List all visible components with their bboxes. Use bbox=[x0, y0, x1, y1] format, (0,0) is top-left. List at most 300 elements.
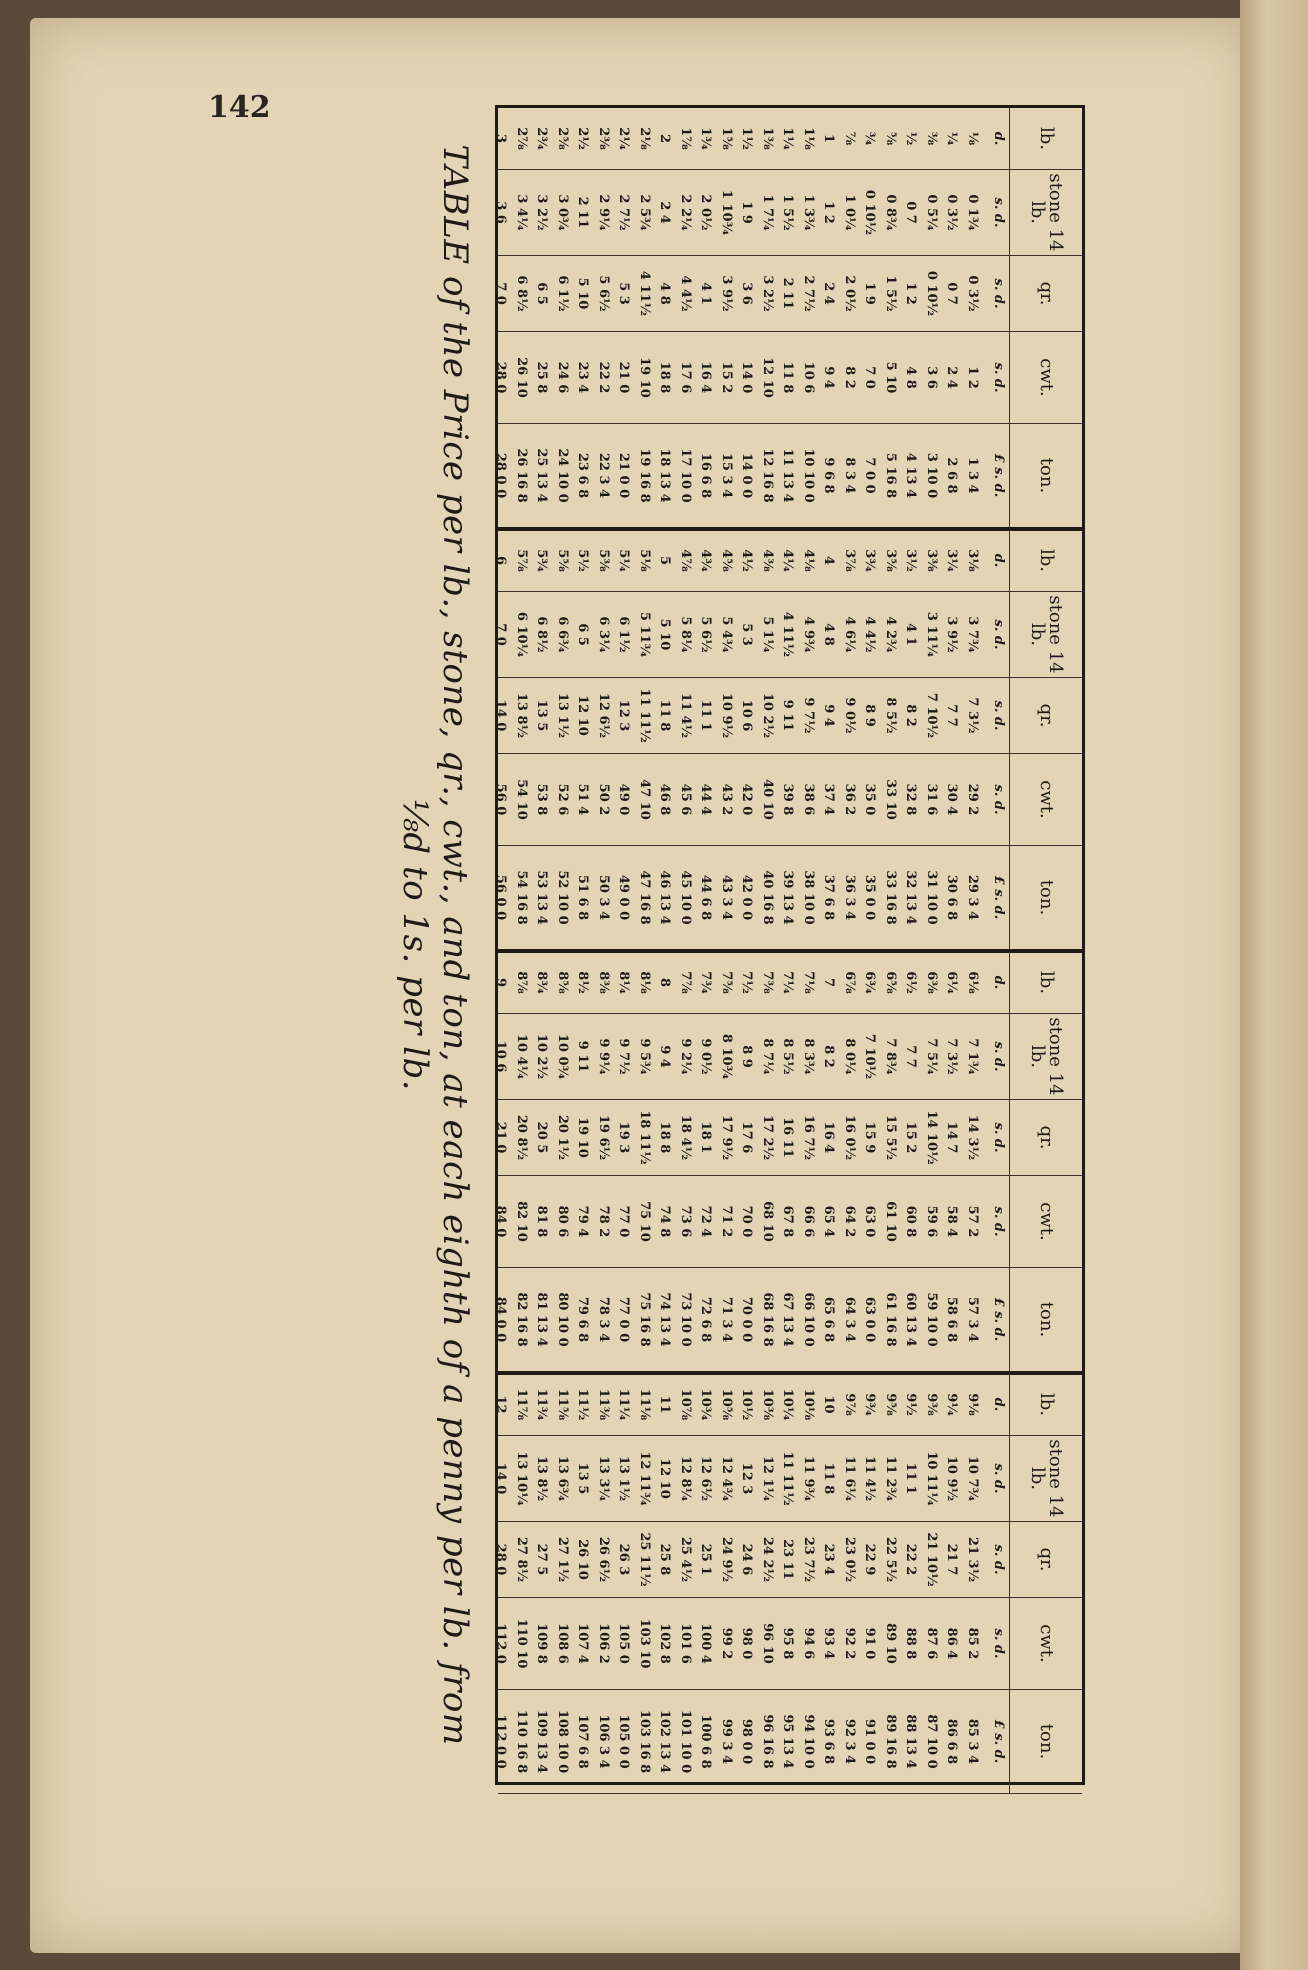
table-cell: 1 2 bbox=[903, 282, 919, 305]
column-cells bbox=[490, 754, 982, 845]
table-cell: 1 3¾ bbox=[801, 194, 816, 231]
table-cell: 107 6 8 bbox=[575, 1714, 591, 1769]
column-cells bbox=[490, 530, 982, 591]
column-cells bbox=[490, 1598, 982, 1689]
table-cell: 0 7 bbox=[944, 282, 960, 305]
table-cell: 11 bbox=[657, 1395, 673, 1414]
table-cell: 30 4 bbox=[944, 783, 960, 816]
table-cell: 98 0 0 bbox=[739, 1718, 755, 1765]
column-units: £ s. d. bbox=[991, 1719, 1006, 1764]
table-cell: 7 3½ bbox=[944, 1038, 960, 1075]
table-cell: 18 1 bbox=[698, 1121, 714, 1154]
table-cell: 2 bbox=[657, 133, 673, 144]
table-cell: 47 16 8 bbox=[637, 870, 652, 925]
column-header: cwt. bbox=[1009, 1598, 1082, 1689]
table-cell: 107 4 bbox=[575, 1623, 591, 1664]
table-cell: 12 bbox=[493, 1395, 509, 1414]
table-cell: 10 4¼ bbox=[514, 1033, 529, 1080]
table-cell: 3¼ bbox=[944, 549, 960, 572]
column-units: s. d. bbox=[991, 784, 1006, 815]
column-cells bbox=[490, 1268, 982, 1371]
table-cell: 81 13 4 bbox=[534, 1292, 550, 1347]
table-cell: 7⅜ bbox=[760, 971, 775, 994]
table-cell: 72 6 8 bbox=[698, 1296, 714, 1343]
table-cell: 21 0 bbox=[616, 361, 632, 394]
column-units: d. bbox=[991, 553, 1006, 568]
table-cell: 1 3 4 bbox=[965, 457, 980, 494]
table-cell: 35 0 bbox=[862, 783, 878, 816]
table-cell: 52 10 0 bbox=[555, 870, 570, 925]
table-cell: 7 0 0 bbox=[862, 457, 878, 494]
table-cell: 0 10½ bbox=[862, 189, 878, 236]
table-cell: 6⅜ bbox=[924, 971, 939, 994]
table-cell: 20 1½ bbox=[555, 1114, 570, 1161]
column-qr bbox=[493, 256, 1082, 332]
table-cell: 57 2 bbox=[965, 1205, 980, 1238]
column-header: lb. bbox=[1009, 530, 1082, 591]
table-cell: 109 13 4 bbox=[534, 1709, 550, 1774]
table-cell: 4 13 4 bbox=[903, 452, 919, 499]
column-units: s. d. bbox=[991, 1628, 1006, 1659]
table-cell: 1 7¼ bbox=[760, 194, 775, 231]
table-cell: 25 1 bbox=[698, 1543, 714, 1576]
table-cell: 5 bbox=[657, 555, 673, 566]
table-cell: 12 10 bbox=[657, 1458, 673, 1499]
table-cell: 65 6 8 bbox=[821, 1296, 837, 1343]
table-cell: 49 0 bbox=[616, 783, 632, 816]
table-cell: 77 0 0 bbox=[616, 1296, 632, 1343]
table-cell: 6 bbox=[493, 555, 509, 566]
table-cell: 42 0 0 bbox=[739, 874, 755, 921]
table-cell: 112 0 bbox=[493, 1623, 509, 1664]
table-cell: 10¾ bbox=[698, 1388, 714, 1421]
table-cell: 5 10 bbox=[883, 361, 898, 394]
table-cell: 6⅛ bbox=[965, 971, 980, 994]
table-cell: 7 0 bbox=[862, 366, 878, 389]
table-cell: 11⅜ bbox=[596, 1388, 611, 1421]
table-cell: 64 3 4 bbox=[842, 1296, 857, 1343]
table-cell: 2⅜ bbox=[596, 127, 611, 150]
column-cells bbox=[490, 952, 982, 1013]
table-cell: 79 6 8 bbox=[575, 1296, 591, 1343]
column-header: lb. bbox=[1009, 1374, 1082, 1435]
table-cell: 2⅞ bbox=[514, 127, 529, 150]
table-cell: 74 8 bbox=[657, 1205, 673, 1238]
table-cell: 29 2 bbox=[965, 783, 980, 816]
table-cell: 70 0 0 bbox=[739, 1296, 755, 1343]
table-cell: 3⅝ bbox=[883, 549, 898, 572]
table-cell: 35 0 0 bbox=[862, 874, 878, 921]
column-header: ton. bbox=[1009, 1690, 1082, 1793]
column-units: s. d. bbox=[991, 619, 1006, 650]
table-cell: 4 4½ bbox=[678, 275, 693, 312]
table-cell: 15 5½ bbox=[883, 1114, 898, 1161]
table-cell: 8 0¼ bbox=[842, 1038, 857, 1075]
column-cells bbox=[490, 170, 982, 255]
column-cells bbox=[490, 1100, 982, 1175]
table-cell: 101 10 0 bbox=[678, 1709, 693, 1774]
table-cell: 40 16 8 bbox=[760, 870, 775, 925]
table-cell: 8⅝ bbox=[555, 971, 570, 994]
table-cell: 5 10 bbox=[575, 277, 591, 310]
table-cell: 86 6 8 bbox=[944, 1718, 960, 1765]
table-cell: 16 0½ bbox=[842, 1114, 857, 1161]
table-cell: 9 7½ bbox=[616, 1038, 632, 1075]
column-units: £ s. d. bbox=[991, 453, 1006, 498]
table-cell: 14 0 bbox=[739, 361, 755, 394]
table-cell: 37 4 bbox=[821, 783, 837, 816]
table-cell: 9 0½ bbox=[842, 697, 857, 734]
table-cell: 7¼ bbox=[780, 971, 796, 994]
table-cell: 18 4½ bbox=[678, 1114, 693, 1161]
table-cell: 5⅜ bbox=[596, 549, 611, 572]
table-cell: 4 8 bbox=[821, 623, 837, 646]
table-cell: 6¾ bbox=[862, 971, 878, 994]
table-cell: 103 16 8 bbox=[637, 1709, 652, 1774]
table-cell: 1⅞ bbox=[678, 127, 693, 150]
table-cell: 106 2 bbox=[596, 1623, 611, 1664]
table-cell: 12 1¼ bbox=[760, 1455, 775, 1502]
table-cell: 4 8 bbox=[903, 366, 919, 389]
column-header: stone 14 lb. bbox=[1009, 1436, 1082, 1521]
table-cell: 13 1½ bbox=[616, 1455, 632, 1502]
table-cell: 72 4 bbox=[698, 1205, 714, 1238]
table-cell: 7 5¼ bbox=[924, 1038, 939, 1075]
table-cell: 12 6½ bbox=[698, 1455, 714, 1502]
table-cell: 24 6 bbox=[739, 1543, 755, 1576]
column-header: qr. bbox=[1009, 1100, 1082, 1175]
table-cell: 5¼ bbox=[616, 549, 632, 572]
table-cell: 2 4 bbox=[657, 201, 673, 224]
table-cell: 9⅝ bbox=[883, 1393, 898, 1416]
table-cell: 94 10 0 bbox=[801, 1714, 816, 1769]
table-cell: 8 5½ bbox=[883, 697, 898, 734]
table-cell: 4 2¾ bbox=[883, 616, 898, 653]
table-cell: 10 11¼ bbox=[924, 1451, 939, 1506]
column-header: qr. bbox=[1009, 1522, 1082, 1597]
table-cell: 11⅝ bbox=[555, 1388, 570, 1421]
table-cell: 3⅜ bbox=[924, 549, 939, 572]
table-cell: 1⅛ bbox=[801, 127, 816, 150]
table-cell: 29 3 4 bbox=[965, 874, 980, 921]
table-cell: 5 8¼ bbox=[678, 616, 693, 653]
table-cell: 71 2 bbox=[719, 1205, 734, 1238]
column-stone bbox=[493, 170, 1082, 256]
table-cell: 4 6¼ bbox=[842, 616, 857, 653]
table-cell: 3 10 0 bbox=[924, 452, 939, 499]
table-cell: 11½ bbox=[575, 1388, 591, 1421]
table-cell: 3¾ bbox=[862, 549, 878, 572]
column-units: s. d. bbox=[991, 700, 1006, 731]
table-cell: 31 10 0 bbox=[924, 870, 939, 925]
table-cell: 9 6 8 bbox=[821, 457, 837, 494]
table-cell: 12 10 bbox=[760, 357, 775, 398]
table-cell: 94 6 bbox=[801, 1627, 816, 1660]
table-cell: 6⅞ bbox=[842, 971, 857, 994]
table-cell: 103 10 bbox=[637, 1618, 652, 1669]
table-cell: 11 13 4 bbox=[780, 448, 796, 503]
column-qr bbox=[493, 678, 1082, 754]
table-cell: 89 10 bbox=[883, 1623, 898, 1664]
table-cell: ½ bbox=[903, 131, 919, 146]
table-cell: 8 3 4 bbox=[842, 457, 857, 494]
table-cell: 8 2 bbox=[903, 704, 919, 727]
table-cell: 3 7¾ bbox=[965, 616, 980, 653]
table-cell: 96 16 8 bbox=[760, 1714, 775, 1769]
table-cell: 44 4 bbox=[698, 783, 714, 816]
table-cell: 6 8½ bbox=[514, 275, 529, 312]
table-cell: 9 0½ bbox=[698, 1038, 714, 1075]
table-cell: 36 3 4 bbox=[842, 874, 857, 921]
table-cell: 13 8½ bbox=[534, 1455, 550, 1502]
table-cell: 65 4 bbox=[821, 1205, 837, 1238]
column-units: s. d. bbox=[991, 362, 1006, 393]
table-cell: 27 1½ bbox=[555, 1536, 570, 1583]
table-cell: 102 13 4 bbox=[657, 1709, 673, 1774]
column-header: lb. bbox=[1009, 952, 1082, 1013]
table-cell: 8 9 bbox=[739, 1045, 755, 1068]
table-cell: 58 4 bbox=[944, 1205, 960, 1238]
table-cell: 68 16 8 bbox=[760, 1292, 775, 1347]
table-cell: 13 5 bbox=[534, 699, 550, 732]
table-cell: 11 11½ bbox=[637, 688, 652, 743]
table-cell: 59 10 0 bbox=[924, 1292, 939, 1347]
table-cell: 14 0 bbox=[493, 1462, 509, 1495]
column-units: d. bbox=[991, 975, 1006, 990]
table-cell: 9⅜ bbox=[924, 1393, 939, 1416]
table-cell: 11⅞ bbox=[514, 1388, 529, 1421]
table-cell: 106 3 4 bbox=[596, 1714, 611, 1769]
table-cell: 8 3¾ bbox=[801, 1038, 816, 1075]
column-cwt bbox=[493, 332, 1082, 424]
table-cell: 54 10 bbox=[514, 779, 529, 820]
table-cell: 11¾ bbox=[534, 1388, 550, 1421]
table-cell: 46 13 4 bbox=[657, 870, 673, 925]
table-cell: 96 10 bbox=[760, 1623, 775, 1664]
table-cell: 1 9 bbox=[862, 282, 878, 305]
table-cell: 8 5½ bbox=[780, 1038, 796, 1075]
table-cell: 14 0 0 bbox=[739, 452, 755, 499]
table-cell: 5 1¼ bbox=[760, 616, 775, 653]
table-cell: 7¾ bbox=[698, 971, 714, 994]
table-cell: 50 3 4 bbox=[596, 874, 611, 921]
table-cell: 45 10 0 bbox=[678, 870, 693, 925]
table-cell: 13 8½ bbox=[514, 692, 529, 739]
table-cell: 7 8¾ bbox=[883, 1038, 898, 1075]
table-cell: 101 6 bbox=[678, 1623, 693, 1664]
table-cell: 8 2 bbox=[821, 1045, 837, 1068]
table-cell: 17 9½ bbox=[719, 1114, 734, 1161]
table-cell: 4 11½ bbox=[780, 611, 796, 658]
table-cell: 47 10 bbox=[637, 779, 652, 820]
column-header: ton. bbox=[1009, 1268, 1082, 1371]
table-cell: 58 6 8 bbox=[944, 1296, 960, 1343]
table-cell: 28 0 0 bbox=[493, 452, 509, 499]
table-cell: 38 6 bbox=[801, 783, 816, 816]
table-cell: 12 10 bbox=[575, 695, 591, 736]
table-cell: 12 3 bbox=[616, 699, 632, 732]
table-cell: 11 11½ bbox=[780, 1451, 796, 1506]
table-cell: 4¾ bbox=[698, 549, 714, 572]
table-cell: 3 2½ bbox=[534, 194, 550, 231]
table-cell: 10⅝ bbox=[719, 1388, 734, 1421]
column-stone bbox=[493, 1014, 1082, 1100]
table-cell: 91 0 bbox=[862, 1627, 878, 1660]
table-cell: 8½ bbox=[575, 971, 591, 994]
column-cells bbox=[490, 1014, 982, 1099]
table-cell: 33 16 8 bbox=[883, 870, 898, 925]
table-cell: 21 3½ bbox=[965, 1536, 980, 1583]
table-cell: 105 0 bbox=[616, 1623, 632, 1664]
table-cell: 108 10 0 bbox=[555, 1709, 570, 1774]
table-cell: 6 8½ bbox=[534, 616, 550, 653]
table-cell: 17 10 0 bbox=[678, 448, 693, 503]
table-cell: ⅝ bbox=[883, 131, 898, 146]
table-cell: 50 2 bbox=[596, 783, 611, 816]
price-table bbox=[495, 105, 1085, 1785]
table-cell: 39 8 bbox=[780, 783, 796, 816]
table-cell: 2 4 bbox=[821, 282, 837, 305]
table-cell: 92 3 4 bbox=[842, 1718, 857, 1765]
table-cell: 84 0 0 bbox=[493, 1296, 509, 1343]
table-cell: 7 bbox=[821, 977, 837, 988]
column-cells bbox=[490, 1374, 982, 1435]
table-cell: 9¼ bbox=[944, 1393, 960, 1416]
table-cell: 2 11 bbox=[575, 196, 591, 229]
table-cell: 22 3 4 bbox=[596, 452, 611, 499]
table-cell: 1¼ bbox=[780, 127, 796, 150]
table-cell: 9⅞ bbox=[842, 1393, 857, 1416]
table-cell: 2⅛ bbox=[637, 127, 652, 150]
table-cell: 4⅞ bbox=[678, 549, 693, 572]
table-cell: 63 0 bbox=[862, 1205, 878, 1238]
table-cell: 37 6 8 bbox=[821, 874, 837, 921]
table-cell: 10⅜ bbox=[760, 1388, 775, 1421]
table-cell: 22 2 bbox=[903, 1543, 919, 1576]
table-cell: 0 10½ bbox=[924, 270, 939, 317]
table-cell: 24 2½ bbox=[760, 1536, 775, 1583]
column-qr bbox=[493, 1522, 1082, 1598]
table-cell: 24 9½ bbox=[719, 1536, 734, 1583]
table-cell: 9 4 bbox=[821, 366, 837, 389]
table-cell: 5 3 bbox=[616, 282, 632, 305]
table-cell: 52 6 bbox=[555, 783, 570, 816]
table-cell: 10 9½ bbox=[944, 1455, 960, 1502]
table-cell: 100 4 bbox=[698, 1623, 714, 1664]
table-cell: 9 2¼ bbox=[678, 1038, 693, 1075]
column-header: cwt. bbox=[1009, 1176, 1082, 1267]
table-cell: 4 11½ bbox=[637, 270, 652, 317]
column-units: s. d. bbox=[991, 1463, 1006, 1494]
table-cell: 66 6 bbox=[801, 1205, 816, 1238]
column-cwt bbox=[493, 754, 1082, 846]
column-cells bbox=[490, 1436, 982, 1521]
table-cell: 105 0 0 bbox=[616, 1714, 632, 1769]
table-cell: 1 5½ bbox=[780, 194, 796, 231]
table-cell: 22 2 bbox=[596, 361, 611, 394]
table-cell: 6½ bbox=[903, 971, 919, 994]
table-group-4 bbox=[493, 1374, 1082, 1794]
table-cell: 26 3 bbox=[616, 1543, 632, 1576]
table-cell: 27 5 bbox=[534, 1543, 550, 1576]
table-cell: 1 bbox=[821, 133, 837, 144]
table-cell: 6 5 bbox=[534, 282, 550, 305]
column-units: s. d. bbox=[991, 1206, 1006, 1237]
column-cells bbox=[490, 592, 982, 677]
table-cell: 7 0 bbox=[493, 623, 509, 646]
table-cell: 19 10 bbox=[637, 357, 652, 398]
table-cell: 78 3 4 bbox=[596, 1296, 611, 1343]
table-cell: 19 3 bbox=[616, 1121, 632, 1154]
table-cell: 19 10 bbox=[575, 1117, 591, 1158]
table-cell: 10 7¾ bbox=[965, 1455, 980, 1502]
table-cell: 2 7½ bbox=[616, 194, 632, 231]
table-cell: 15 2 bbox=[903, 1121, 919, 1154]
table-cell: 93 4 bbox=[821, 1627, 837, 1660]
table-cell: 9 4 bbox=[821, 704, 837, 727]
table-cell: 23 4 bbox=[575, 361, 591, 394]
table-cell: 6 3¼ bbox=[596, 616, 611, 653]
table-cell: 6 6¾ bbox=[555, 616, 570, 653]
table-cell: 12 3 bbox=[739, 1462, 755, 1495]
table-cell: 73 6 bbox=[678, 1205, 693, 1238]
table-cell: 17 6 bbox=[739, 1121, 755, 1154]
table-cell: 3 4¼ bbox=[514, 194, 529, 231]
table-cell: 10 9½ bbox=[719, 692, 734, 739]
table-cell: 2 5¾ bbox=[637, 194, 652, 231]
column-header: cwt. bbox=[1009, 332, 1082, 423]
table-cell: 12 4¾ bbox=[719, 1455, 734, 1502]
column-lb bbox=[493, 952, 1082, 1014]
table-cell: 4 1 bbox=[903, 623, 919, 646]
table-cell: 108 6 bbox=[555, 1623, 570, 1664]
table-cell: 64 2 bbox=[842, 1205, 857, 1238]
table-cell: 88 13 4 bbox=[903, 1714, 919, 1769]
table-cell: 95 13 4 bbox=[780, 1714, 796, 1769]
table-cell: 4½ bbox=[739, 549, 755, 572]
table-cell: 1 2 bbox=[965, 366, 980, 389]
table-cell: 51 6 8 bbox=[575, 874, 591, 921]
table-cell: 43 2 bbox=[719, 783, 734, 816]
table-cell: 8¼ bbox=[616, 971, 632, 994]
table-cell: 9⅛ bbox=[965, 1393, 980, 1416]
table-cell: 20 5 bbox=[534, 1121, 550, 1154]
table-cell: 13 5 bbox=[575, 1462, 591, 1495]
table-cell: 70 0 bbox=[739, 1205, 755, 1238]
table-cell: 8 7¼ bbox=[760, 1038, 775, 1075]
table-cell: 88 8 bbox=[903, 1627, 919, 1660]
table-cell: 17 2½ bbox=[760, 1114, 775, 1161]
table-cell: 33 10 bbox=[883, 779, 898, 820]
column-units: s. d. bbox=[991, 1544, 1006, 1575]
table-cell: 0 3½ bbox=[944, 194, 960, 231]
table-cell: 18 13 4 bbox=[657, 448, 673, 503]
facing-page-edge bbox=[1240, 0, 1308, 1970]
table-cell: 9½ bbox=[903, 1393, 919, 1416]
table-cell: 9 9¼ bbox=[596, 1038, 611, 1075]
table-cell: 1¾ bbox=[698, 127, 714, 150]
table-cell: 2½ bbox=[575, 127, 591, 150]
table-cell: 10 10 0 bbox=[801, 448, 816, 503]
table-cell: 22 5½ bbox=[883, 1536, 898, 1583]
table-cell: 26 16 8 bbox=[514, 448, 529, 503]
table-cell: 11 8 bbox=[657, 699, 673, 732]
table-cell: 82 16 8 bbox=[514, 1292, 529, 1347]
table-cell: 5⅞ bbox=[514, 549, 529, 572]
table-cell: 3 6 bbox=[493, 201, 509, 224]
column-units: £ s. d. bbox=[991, 875, 1006, 920]
table-cell: 23 6 8 bbox=[575, 452, 591, 499]
